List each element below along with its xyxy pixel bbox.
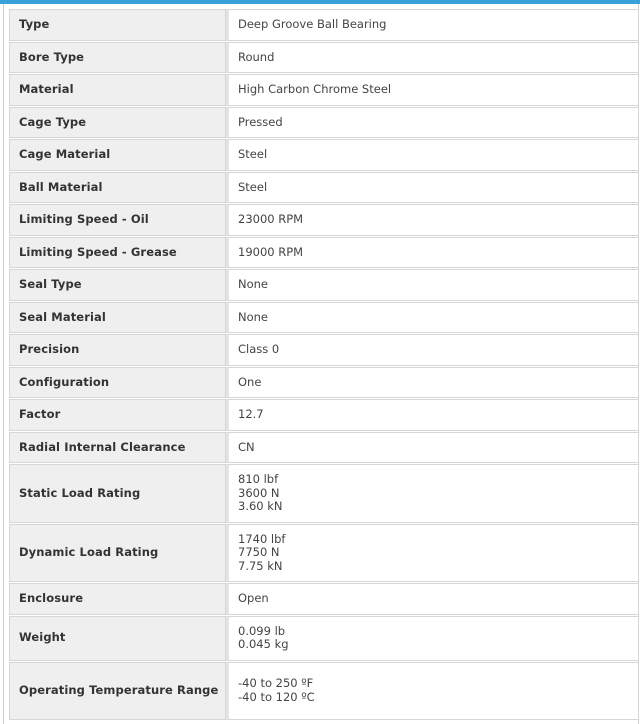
spec-value-cell: [226, 367, 639, 399]
spec-value: 3600 N: [238, 485, 280, 500]
spec-value: Steel: [238, 147, 268, 161]
spec-label: Weight: [9, 616, 226, 661]
spec-row: [9, 464, 639, 523]
spec-label: Limiting Speed - Grease: [9, 237, 226, 269]
spec-label: Operating Temperature Range: [9, 662, 226, 720]
spec-value-cell: [226, 334, 639, 366]
spec-value-cell: [226, 524, 639, 583]
spec-value: Pressed: [238, 114, 283, 129]
spec-value: 810 lbf: [238, 472, 279, 486]
spec-value-cell: [226, 74, 639, 106]
spec-row: [9, 334, 639, 366]
spec-label: Cage Type: [9, 107, 226, 139]
spec-row: [9, 9, 639, 41]
spec-label: Static Load Rating: [9, 464, 226, 523]
spec-label: Configuration: [9, 367, 226, 399]
spec-value-cell: [226, 107, 639, 139]
spec-value: 7.75 kN: [238, 558, 283, 573]
spec-value-cell: [226, 42, 639, 74]
spec-label: Seal Material: [9, 302, 226, 334]
spec-value: None: [238, 277, 269, 291]
spec-value: 1740 lbf: [238, 531, 286, 546]
spec-value-cell: [226, 302, 639, 334]
spec-row: [9, 74, 639, 106]
spec-value-cell: [226, 432, 639, 464]
spec-value-cell: [226, 616, 639, 661]
spec-row: [9, 399, 639, 431]
spec-value-cell: [226, 9, 639, 41]
spec-value: 19000 RPM: [238, 244, 304, 259]
spec-label: Radial Internal Clearance: [9, 432, 226, 464]
spec-value-cell: [226, 139, 639, 171]
spec-row: [9, 583, 639, 615]
spec-value: 23000 RPM: [238, 212, 304, 226]
spec-label: Bore Type: [9, 42, 226, 74]
spec-value: One: [238, 374, 262, 389]
spec-value: 0.099 lb: [238, 623, 286, 638]
spec-value-cell: [226, 269, 639, 301]
spec-value: 12.7: [238, 407, 264, 421]
spec-value-cell: [226, 583, 639, 615]
spec-value: Round: [238, 49, 275, 64]
spec-label: Enclosure: [9, 583, 226, 615]
spec-row: [9, 204, 639, 236]
spec-label: Precision: [9, 334, 226, 366]
spec-value: Open: [238, 591, 269, 605]
spec-row: [9, 139, 639, 171]
spec-value: Class 0: [238, 342, 280, 356]
spec-value-cell: [226, 464, 639, 523]
spec-table-body: [9, 9, 639, 720]
spec-table: [9, 8, 639, 721]
spec-label: Type: [9, 9, 226, 41]
spec-row: [9, 42, 639, 74]
spec-value: 0.045 kg: [238, 637, 289, 651]
spec-row: [9, 524, 639, 583]
spec-label: Factor: [9, 399, 226, 431]
spec-value: -40 to 250 ºF: [238, 676, 314, 690]
spec-value-cell: [226, 237, 639, 269]
spec-row: [9, 616, 639, 661]
spec-row: [9, 237, 639, 269]
spec-row: [9, 269, 639, 301]
spec-value-cell: [226, 204, 639, 236]
spec-label: Material: [9, 74, 226, 106]
spec-label: Dynamic Load Rating: [9, 524, 226, 583]
spec-value-cell: [226, 399, 639, 431]
spec-row: [9, 302, 639, 334]
spec-label: Seal Type: [9, 269, 226, 301]
spec-row: [9, 107, 639, 139]
spec-value: Deep Groove Ball Bearing: [238, 17, 387, 31]
spec-panel: [3, 4, 639, 724]
spec-row: [9, 432, 639, 464]
spec-value: 7750 N: [238, 545, 280, 559]
spec-value: Steel: [238, 179, 268, 194]
spec-value: -40 to 120 ºC: [238, 689, 315, 704]
spec-row: [9, 172, 639, 204]
spec-row: [9, 367, 639, 399]
spec-value: High Carbon Chrome Steel: [238, 82, 392, 96]
spec-label: Ball Material: [9, 172, 226, 204]
spec-label: Limiting Speed - Oil: [9, 204, 226, 236]
spec-value: CN: [238, 439, 255, 454]
spec-label: Cage Material: [9, 139, 226, 171]
spec-value: None: [238, 309, 269, 324]
spec-value-cell: [226, 172, 639, 204]
spec-value: 3.60 kN: [238, 499, 283, 513]
